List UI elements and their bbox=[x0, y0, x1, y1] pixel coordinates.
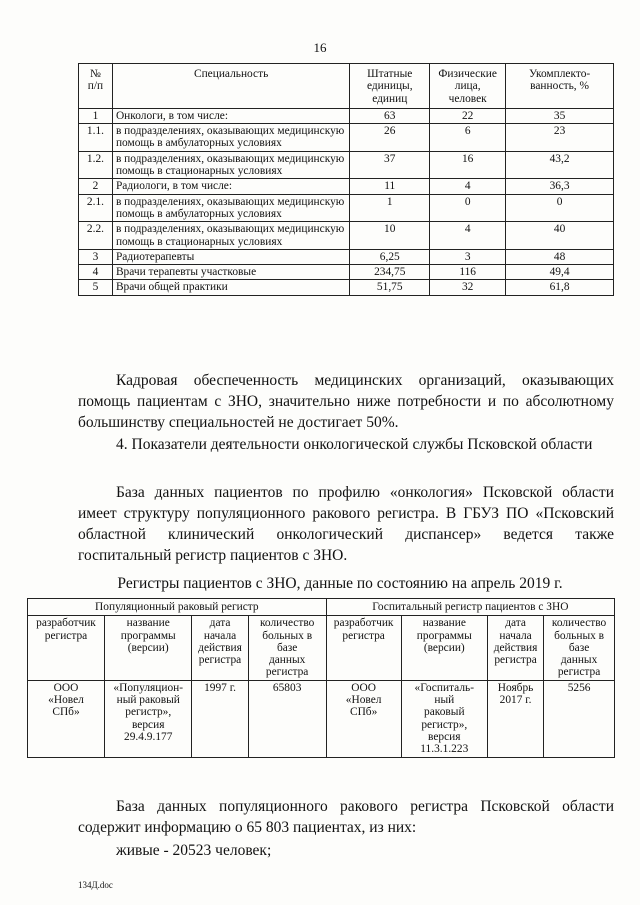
column-header: название программы (версии) bbox=[105, 616, 192, 680]
registry-table bbox=[27, 598, 615, 758]
table-cell: 26 bbox=[350, 124, 430, 152]
table-row bbox=[79, 265, 614, 280]
table-cell: 0 bbox=[506, 194, 614, 222]
table-row bbox=[79, 249, 614, 264]
table-row bbox=[79, 222, 614, 250]
column-header: название программы (версии) bbox=[401, 616, 487, 680]
column-header: Укомплекто- ванность, % bbox=[506, 64, 614, 109]
registry-table-row bbox=[28, 680, 615, 757]
table-cell: 37 bbox=[350, 151, 430, 179]
table-cell: «Госпиталь- ный раковый регистр», версия 11.3.1.223 bbox=[401, 680, 487, 757]
specialty-cell: в подразделениях, оказывающих медицинскую помощь в амбулаторных условиях bbox=[112, 124, 349, 152]
paragraph-alive-count: живые - 20523 человек; bbox=[116, 842, 272, 859]
table-cell: 4 bbox=[430, 222, 506, 250]
table-row bbox=[79, 280, 614, 295]
table-cell: ООО «Новел СПб» bbox=[28, 680, 105, 757]
table2-caption: Регистры пациентов с ЗНО, данные по состоянию на апрель 2019 г. bbox=[117, 575, 563, 592]
column-header: Штатные единицы, единиц bbox=[350, 64, 430, 109]
specialty-cell: в подразделениях, оказывающих медицинскую помощь в стационарных условиях bbox=[112, 222, 349, 250]
table-cell: 11 bbox=[350, 179, 430, 194]
group-population-registry: Популяционный раковый регистр bbox=[28, 599, 327, 616]
paragraph-staffing-summary: Кадровая обеспеченность медицинских организаций, оказывающих помощь пациентам с ЗНО, значительно ниже потребности и по абсолютному большинству специальностей не достигает 50%. bbox=[78, 372, 614, 431]
table-cell: 23 bbox=[506, 124, 614, 152]
registry-table-groups bbox=[28, 599, 615, 616]
table-cell: 234,75 bbox=[350, 265, 430, 280]
specialty-cell: Врачи общей практики bbox=[112, 280, 349, 295]
column-header: разработчик регистра bbox=[326, 616, 401, 680]
table-cell: 10 bbox=[350, 222, 430, 250]
table-cell: 1 bbox=[350, 194, 430, 222]
table-cell: 51,75 bbox=[350, 280, 430, 295]
table-row bbox=[79, 151, 614, 179]
column-header: Специальность bbox=[112, 64, 349, 109]
column-header: Физические лица, человек bbox=[430, 64, 506, 109]
column-header: дата начала действия регистра bbox=[487, 616, 543, 680]
table-cell: 2.1. bbox=[79, 194, 113, 222]
group-hospital-registry: Госпитальный регистр пациентов с ЗНО bbox=[326, 599, 614, 616]
table-cell: 22 bbox=[430, 108, 506, 123]
table-cell: 0 bbox=[430, 194, 506, 222]
column-header: количество больных в базе данных регистра bbox=[544, 616, 615, 680]
table-cell: 49,4 bbox=[506, 265, 614, 280]
registry-table-header bbox=[28, 616, 615, 680]
table-cell: 2 bbox=[79, 179, 113, 194]
staffing-table bbox=[78, 63, 614, 296]
table-cell: Ноябрь 2017 г. bbox=[487, 680, 543, 757]
table-cell: 40 bbox=[506, 222, 614, 250]
table-cell: 3 bbox=[430, 249, 506, 264]
specialty-cell: в подразделениях, оказывающих медицинскую помощь в стационарных условиях bbox=[112, 151, 349, 179]
specialty-cell: в подразделениях, оказывающих медицинскую помощь в амбулаторных условиях bbox=[112, 194, 349, 222]
specialty-cell: Онкологи, в том числе: bbox=[112, 108, 349, 123]
table-cell: 16 bbox=[430, 151, 506, 179]
table-cell: 43,2 bbox=[506, 151, 614, 179]
table-cell: 4 bbox=[79, 265, 113, 280]
table-row bbox=[79, 179, 614, 194]
paragraph-database: База данных пациентов по профилю «онкология» Псковской области имеет структуру популяционного ракового регистра. В ГБУЗ ПО «Псковский областной клинический онкологический диспансер» ведется также госпитальный регистр пациентов с ЗНО. bbox=[78, 484, 614, 564]
table-row bbox=[79, 108, 614, 123]
column-header: количество больных в базе данных регистра bbox=[248, 616, 326, 680]
table-cell: 6,25 bbox=[350, 249, 430, 264]
table-cell: 36,3 bbox=[506, 179, 614, 194]
table-cell: 1997 г. bbox=[192, 680, 248, 757]
table-cell: «Популяцион- ный раковый регистр», версия 29.4.9.177 bbox=[105, 680, 192, 757]
column-header: разработчик регистра bbox=[28, 616, 105, 680]
specialty-cell: Радиологи, в том числе: bbox=[112, 179, 349, 194]
table-cell: 35 bbox=[506, 108, 614, 123]
table-cell: 1.2. bbox=[79, 151, 113, 179]
page-number: 16 bbox=[313, 40, 327, 55]
footer-filename: 134Д.doc bbox=[78, 880, 113, 890]
table-cell: 32 bbox=[430, 280, 506, 295]
table-cell: ООО «Новел СПб» bbox=[326, 680, 401, 757]
specialty-cell: Радиотерапевты bbox=[112, 249, 349, 264]
staffing-table-header bbox=[79, 64, 614, 109]
table-cell: 5256 bbox=[544, 680, 615, 757]
paragraph-registry-info: База данных популяционного ракового регистра Псковской области содержит информацию о 65 803 пациентах, из них: bbox=[78, 798, 614, 836]
table-cell: 3 bbox=[79, 249, 113, 264]
table-cell: 63 bbox=[350, 108, 430, 123]
column-header: № п/п bbox=[79, 64, 113, 109]
specialty-cell: Врачи терапевты участковые bbox=[112, 265, 349, 280]
table-cell: 4 bbox=[430, 179, 506, 194]
section-heading: 4. Показатели деятельности онкологической службы Псковской области bbox=[116, 436, 593, 453]
table-cell: 116 bbox=[430, 265, 506, 280]
table-row bbox=[79, 124, 614, 152]
table-cell: 65803 bbox=[248, 680, 326, 757]
table-cell: 1 bbox=[79, 108, 113, 123]
table-cell: 48 bbox=[506, 249, 614, 264]
table-cell: 61,8 bbox=[506, 280, 614, 295]
table-cell: 5 bbox=[79, 280, 113, 295]
table-cell: 6 bbox=[430, 124, 506, 152]
table-cell: 1.1. bbox=[79, 124, 113, 152]
table-row bbox=[79, 194, 614, 222]
column-header: дата начала действия регистра bbox=[192, 616, 248, 680]
table-cell: 2.2. bbox=[79, 222, 113, 250]
